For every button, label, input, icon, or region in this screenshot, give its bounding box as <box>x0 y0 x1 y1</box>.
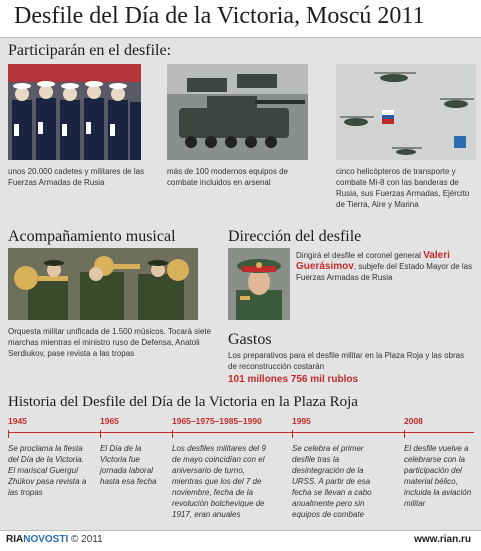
timeline-text: Se celebra el primer desfile tras la desintegración de la URSS. A partir de esa fecha se llevan a cabo anualmente pero sin equipos de combate <box>292 444 372 519</box>
timeline-year: 1965 <box>100 416 119 426</box>
copyright: © 2011 <box>71 534 103 545</box>
footer-url[interactable]: www.rian.ru <box>414 534 471 545</box>
timeline-text: El Día de la Victoria fue jornada laboral hasta esa fecha <box>100 444 157 486</box>
expenses-text: Los preparativos para el desfile militar en la Plaza Roja y las obras de reconstrucción costarán <box>228 351 465 371</box>
timeline-text: Los desfiles militares del 9 de mayo coincidían con el aniversario de turno, mientras que los del 7 de noviembre, fecha de la revolución bolchevique de 1917, eran anuales <box>172 444 266 519</box>
brand-ria: RIA <box>6 534 24 545</box>
cadets-caption: unos 20.000 cadetes y militares de las Fuerzas Armadas de Rusia <box>8 167 145 187</box>
timeline-tick <box>404 430 405 438</box>
footer-brand <box>6 534 103 545</box>
page-title: Desfile del Día de la Victoria, Moscú 2011 <box>14 3 425 29</box>
direction-text-before: Dirigirá el desfile el coronel general <box>296 251 424 260</box>
timeline-year: 2008 <box>404 416 423 426</box>
timeline-text: Se proclama la fiesta del Día de la Victoria. El mariscal Guerguí Zhúkov pasa revista a las tropas <box>8 444 87 497</box>
timeline-year: 1965–1975–1985–1990 <box>172 416 262 426</box>
expenses-amount: 101 millones 756 mil rublos <box>228 374 359 385</box>
direction-text-after: , subjefe del Estado Mayor de las Fuerzas Armadas de Rusia <box>296 262 473 282</box>
timeline-year: 1945 <box>8 416 27 426</box>
music-heading: Acompañamiento musical <box>8 228 176 245</box>
commander-name: Valeri Guerásimov <box>296 250 450 272</box>
timeline-tick <box>172 430 173 438</box>
helicopters-photo <box>336 64 476 160</box>
cadets-photo <box>8 64 141 160</box>
expenses-heading: Gastos <box>228 331 272 348</box>
brand-novosti: NOVOSTI <box>23 534 69 545</box>
timeline-tick <box>100 430 101 438</box>
direction-text <box>296 250 476 283</box>
timeline-year: 1995 <box>292 416 311 426</box>
music-caption: Orquesta militar unificada de 1.500 músicos. Tocará siete marchas mientras el ministro ruso de Defensa, Anatoli Serdiukov, pase revista a las tropas <box>8 327 212 358</box>
tanks-caption: más de 100 modernos equipos de combate incluidos en arsenal <box>167 167 288 187</box>
commander-photo <box>228 248 290 320</box>
timeline-tick <box>8 430 9 438</box>
footer <box>0 530 481 551</box>
orchestra-photo <box>8 248 198 320</box>
tanks-photo <box>167 64 308 160</box>
timeline-tick <box>292 430 293 438</box>
history-heading: Historia del Desfile del Día de la Victoria en la Plaza Roja <box>8 394 358 410</box>
participants-heading: Participarán en el desfile: <box>8 42 172 59</box>
helicopters-caption: cinco helicópteros de transporte y combate Mi-8 con las banderas de Rusia, sus Fuerzas Armadas, Ejército de Tierra, Aire y Marina <box>336 167 470 209</box>
title-divider <box>0 37 481 38</box>
direction-heading: Dirección del desfile <box>228 228 362 245</box>
timeline-text: El desfile vuelve a celebrarse con la participación del material bélico, incluida la aviación militar <box>404 444 472 508</box>
